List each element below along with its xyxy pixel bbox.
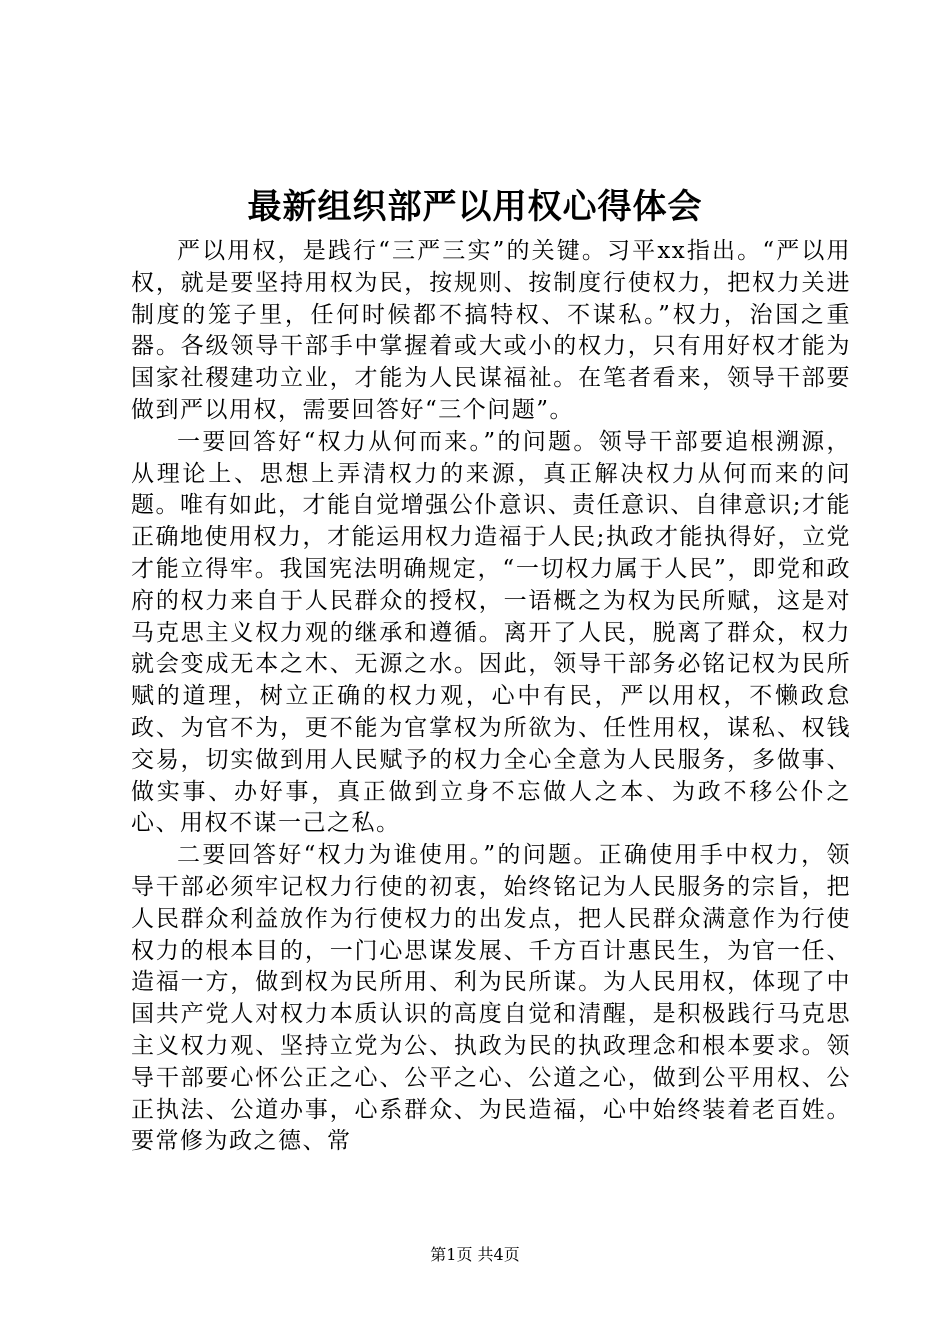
page-number-footer: 第1页 共4页 [430, 1245, 520, 1264]
paragraph-1: 严以用权，是践行“三严三实”的关键。习平xx指出。“严以用权，就是要坚持用权为民，按规则、按制度行使权力，把权力关进制度的笼子里，任何时候都不搞特权、不谋私。”权力，治国之重器。各级领导干部手中掌握着或大或小的权力，只有用好权才能为国家社稷建功立业，才能为人民谋福祉。在笔者看来，领导干部要做到严以用权，需要回答好“三个问题”。 [131, 238, 851, 423]
document-body [131, 236, 851, 1158]
paragraph-3: 二要回答好“权力为谁使用。”的问题。正确使用手中权力，领导干部必须牢记权力行使的初衷，始终铭记为人民服务的宗旨，把人民群众利益放作为行使权力的出发点，把人民群众满意作为行使权力的根本目的，一门心思谋发展、千方百计惠民生，为官一任、造福一方，做到权为民所用、利为民所谋。为人民用权，体现了中国共产党人对权力本质认识的高度自觉和清醒，是积极践行马克思主义权力观、坚持立党为公、执政为民的执政理念和根本要求。领导干部要心怀公正之心、公平之心、公道之心，做到公平用权、公正执法、公道办事，心系群众、为民造福，心中始终装着老百姓。要常修为政之德、常 [131, 842, 851, 1155]
document-title: 最新组织部严以用权心得体会 [247, 187, 703, 227]
paragraph-2: 一要回答好“权力从何而来。”的问题。领导干部要追根溯源，从理论上、思想上弄清权力的来源，真正解决权力从何而来的问题。唯有如此，才能自觉增强公仆意识、责任意识、自律意识;才能正确地使用权力，才能运用权力造福于人民;执政才能执得好，立党才能立得牢。我国宪法明确规定，“一切权力属于人民”，即党和政府的权力来自于人民群众的授权，一语概之为权为民所赋，这是对马克思主义权力观的继承和遵循。离开了人民，脱离了群众，权力就会变成无本之木、无源之水。因此，领导干部务必铭记权为民所赋的道理，树立正确的权力观，心中有民，严以用权，不懒政怠政、为官不为，更不能为官掌权为所欲为、任性用权，谋私、权钱交易，切实做到用人民赋予的权力全心全意为人民服务，多做事、做实事、办好事，真正做到立身不忘做人之本、为政不移公仆之心、用权不谋一己之私。 [131, 428, 851, 837]
